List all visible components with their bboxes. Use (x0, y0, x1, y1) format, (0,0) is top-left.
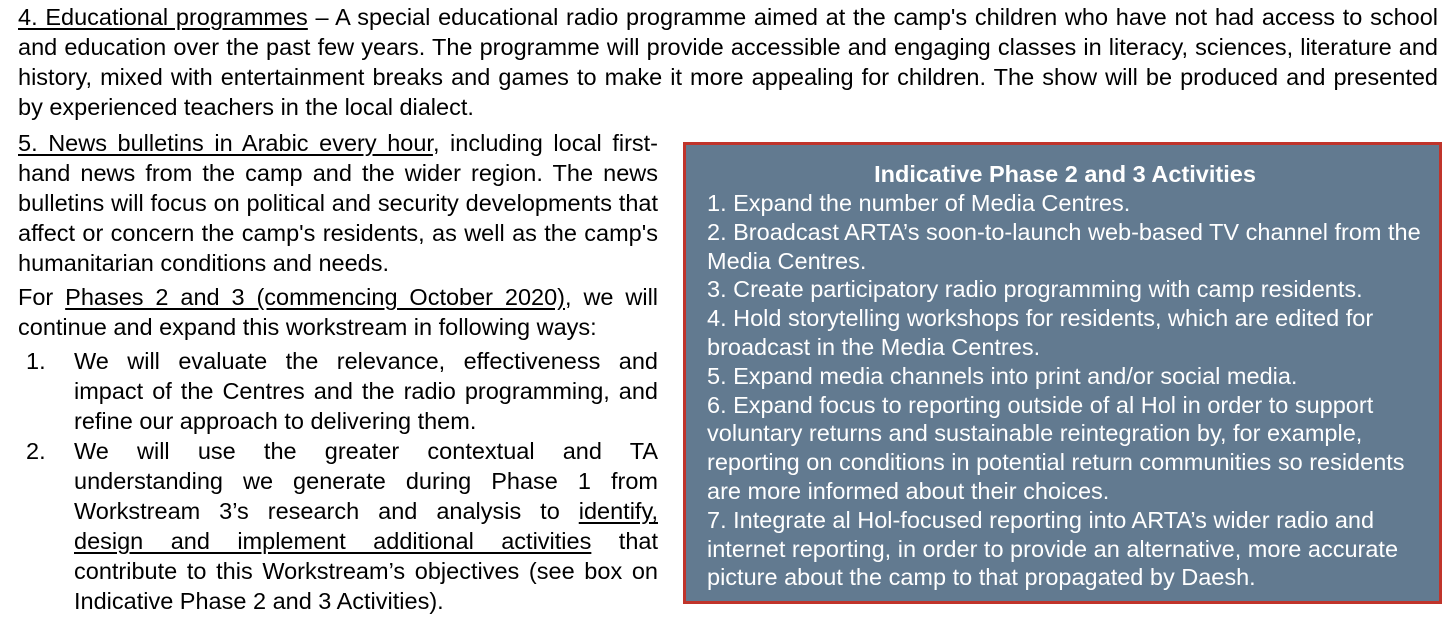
activity-item: 2. Broadcast ARTA’s soon-to-launch web-based TV channel from the Media Centres. (707, 218, 1421, 274)
activities-box-title: Indicative Phase 2 and 3 Activities (874, 161, 1256, 187)
plan-list (18, 346, 658, 616)
phases-intro: For (18, 284, 66, 310)
news-bulletins-heading: 5. News bulletins in Arabic every hour (18, 130, 433, 156)
activities-list (707, 189, 1423, 592)
activity-item: 1. Expand the number of Media Centres. (707, 190, 1131, 216)
plan-item-number: 1. (26, 348, 46, 374)
plan-item-number: 2. (26, 438, 46, 464)
indicative-activities-box (683, 142, 1442, 604)
news-bulletins-text: , including local first-hand news from the camp and the wider region. The news bulletins will focus on political and security developments that affect or concern the camp's residents, as well as the camp's humanitarian conditions and needs. (18, 130, 659, 276)
educational-programmes-text: – A special educational radio programme aimed at the camp's children who have not had access to school and education over the past few years. The programme will provide accessible and engaging classes in literacy, sciences, literature and history, mixed with entertainment breaks and games to make it more appealing for children. The show will be produced and presented by experienced teachers in the local dialect. (18, 4, 1439, 120)
educational-programmes-heading: 4. Educational programmes (18, 4, 308, 30)
activity-item: 7. Integrate al Hol-focused reporting into ARTA’s wider radio and internet reporting, in order to provide an alternative, more accurate picture about the camp to that propagated by Daesh. (707, 506, 1399, 591)
activity-item: 3. Create participatory radio programming with camp residents. (707, 276, 1363, 303)
plan-item-text: We will evaluate the relevance, effectiveness and impact of the Centres and the radio programming, and refine our approach to delivering them. (74, 348, 658, 434)
plan-item-text: We will use the greater contextual and TA understanding we generate during Phase 1 from Workstream 3’s research and analysis to (74, 438, 658, 524)
activity-item: 4. Hold storytelling workshops for residents, which are edited for broadcast in the Media Centres. (707, 305, 1374, 360)
plan-item (18, 346, 658, 436)
news-bulletins-paragraph (18, 128, 658, 278)
plan-item-text-after: that contribute to this Workstream’s objectives (see box on Indicative Phase 2 and 3 Activities). (74, 528, 658, 614)
plan-item-underlined-text: identify, design and implement additional activities (74, 498, 658, 554)
activity-item: 6. Expand focus to reporting outside of al Hol in order to support voluntary returns and sustainable reintegration by, for example, reporting on conditions in potential return communities so residents are more informed about their choices. (707, 391, 1405, 504)
activity-item: 5. Expand media channels into print and/or social media. (707, 362, 1298, 389)
phases-link: Phases 2 and 3 (commencing October 2020) (65, 284, 566, 310)
phases-paragraph (18, 282, 658, 342)
left-column (18, 128, 658, 616)
plan-item (18, 436, 658, 616)
educational-programmes-paragraph (18, 2, 1438, 122)
phases-rest: , we will continue and expand this workstream in following ways: (18, 284, 659, 340)
